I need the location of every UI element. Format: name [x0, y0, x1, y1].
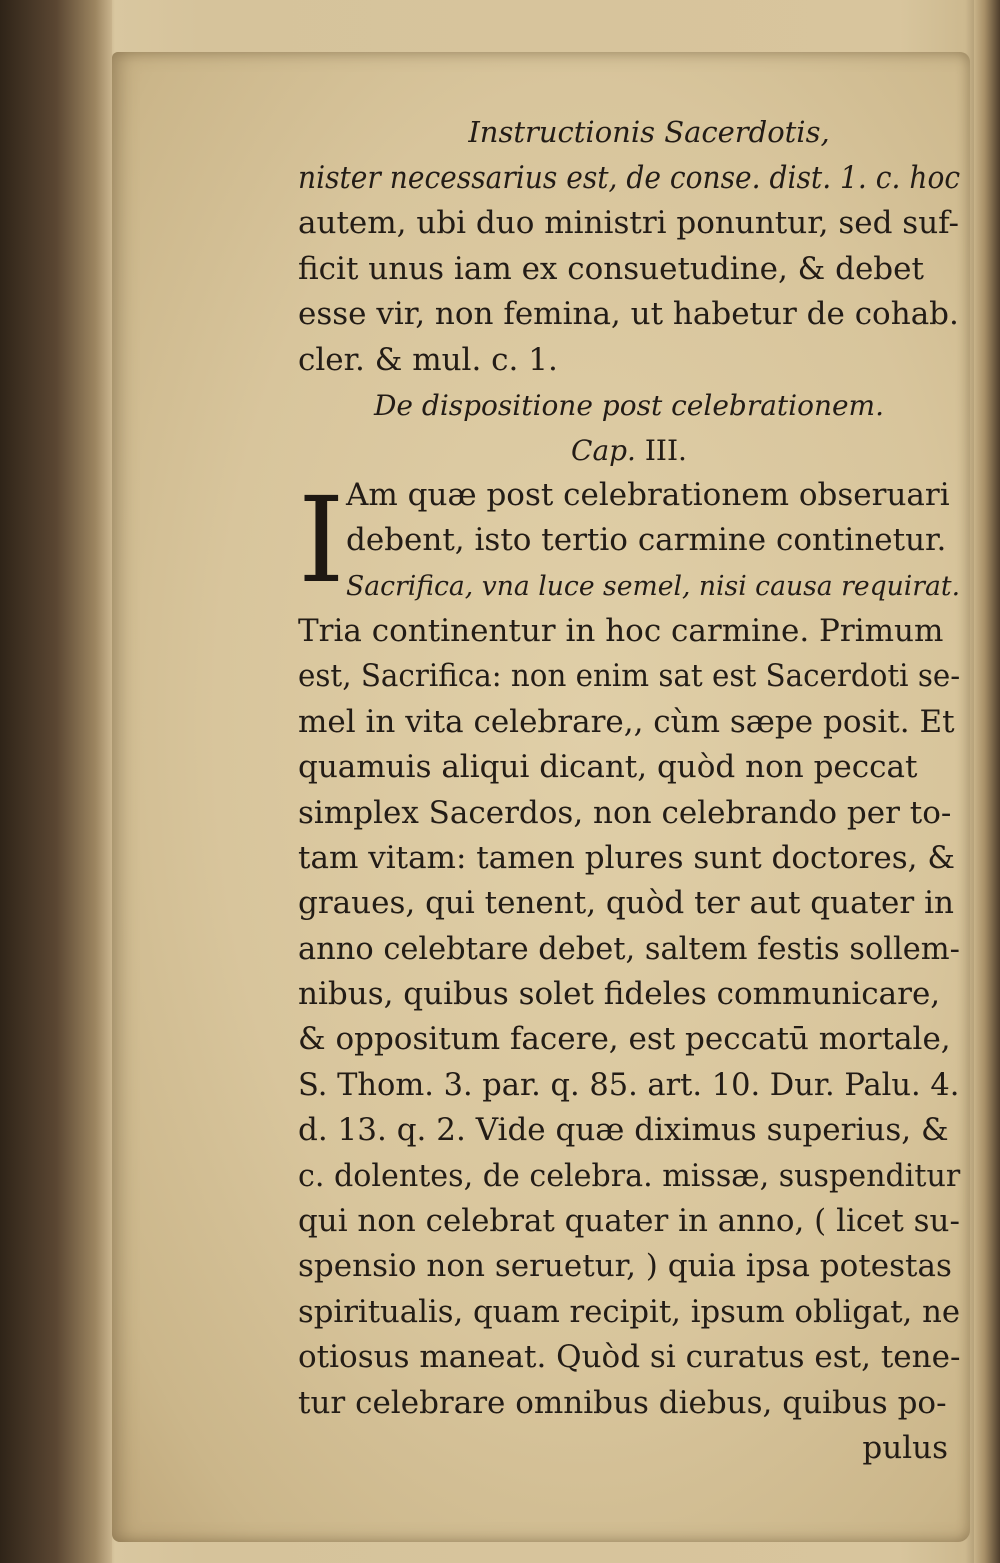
text-line: mel in vita celebrare,, cùm sæpe posit. Et [298, 703, 955, 740]
text-line: nister necessarius est, de conse. dist. 1. c. hoc [298, 160, 961, 196]
initial-paragraph [298, 470, 961, 609]
text-line: est, Sacrifica: non enim sat est Sacerdoti se- [298, 658, 961, 695]
text-line: Tria continentur in hoc carmine. Primum [298, 612, 944, 649]
text-line: ficit unus iam ex consuetudine, & debet [298, 250, 924, 287]
drop-initial: I [298, 470, 345, 609]
text-line: Am quæ post celebrationem obseruari [346, 476, 950, 513]
text-line: cler. & mul. c. 1. [298, 341, 558, 378]
chapter-heading [298, 428, 960, 473]
text-line: c. dolentes, de celebra. missæ, suspenditur [298, 1157, 961, 1194]
section-heading: De dispositione post celebrationem. [373, 388, 885, 422]
page-text [298, 108, 960, 1471]
running-head: Instructionis Sacerdotis, [468, 115, 830, 149]
verse-line: Sacrifica, vna luce semel, nisi causa requirat. [346, 570, 961, 602]
page-edge [974, 0, 1000, 1563]
text-line: spensio non seruetur, ) quia ipsa potestas [298, 1248, 952, 1285]
catchword: pulus [862, 1429, 948, 1466]
book-spine [0, 0, 112, 1563]
chapter-label: Cap. [571, 433, 636, 467]
text-line: autem, ubi duo ministri ponuntur, sed suf- [298, 205, 960, 242]
text-line: tam vitam: tamen plures sunt doctores, & [298, 839, 955, 876]
text-line: debent, isto tertio carmine continetur. [346, 522, 947, 559]
text-line: nibus, quibus solet fideles communicare, [298, 976, 941, 1013]
text-line: simplex Sacerdos, non celebrando per to- [298, 794, 952, 831]
text-line: quamuis aliqui dicant, quòd non peccat [298, 749, 918, 786]
text-line: d. 13. q. 2. Vide quæ diximus superius, & [298, 1112, 949, 1149]
text-line: anno celebtare debet, saltem festis sollem- [298, 930, 960, 967]
text-line: tur celebrare omnibus diebus, quibus po- [298, 1384, 947, 1421]
chapter-number: III. [644, 433, 687, 467]
text-line: otiosus maneat. Quòd si curatus est, tene- [298, 1339, 961, 1376]
text-line: graues, qui tenent, quòd ter aut quater in [298, 885, 954, 922]
text-line: esse vir, non femina, ut habetur de cohab. [298, 296, 959, 333]
text-line: spiritualis, quam recipit, ipsum obligat, ne [298, 1293, 961, 1330]
text-line: qui non celebrat quater in anno, ( licet su- [298, 1203, 960, 1240]
text-line: & oppositum facere, est peccatū mortale, [298, 1021, 951, 1058]
text-line: S. Thom. 3. par. q. 85. art. 10. Dur. Palu. 4. [298, 1066, 960, 1103]
